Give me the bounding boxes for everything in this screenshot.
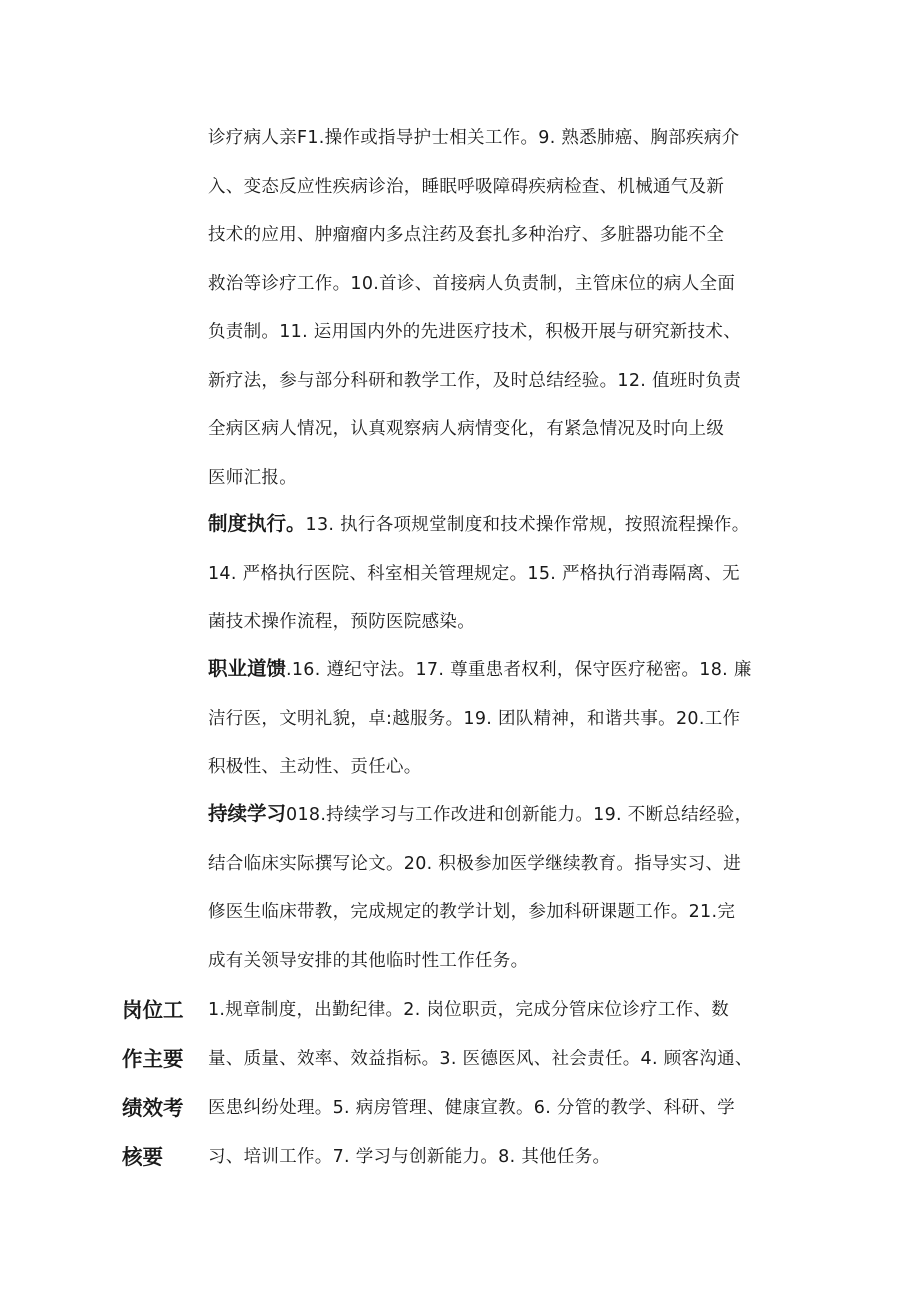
continuous-learning-text: 018.持续学习与工作改进和创新能力。19. 不断总结经验，	[286, 805, 753, 825]
duties-line: 新疗法，参与部分科研和教学工作，及时总结经验。12. 值班时负责	[208, 370, 741, 391]
duties-line: 全病区病人情况，认真观察病人病情变化，有紧急情况及时向上级	[208, 419, 725, 439]
performance-label-line: 岗位工	[122, 998, 184, 1022]
professional-ethics-heading: 职业道馈	[208, 657, 287, 680]
system-execution-text: 13. 执行各项规堂制度和技术操作常规，按照流程操作。	[305, 515, 750, 535]
performance-label-line: 核要	[122, 1145, 163, 1169]
duties-paragraph	[208, 114, 800, 502]
duties-line: 负责制。11. 运用国内外的先进医疗技术，积极开展与研究新技术、	[208, 322, 741, 342]
continuous-learning-line: 修医生临床带教，完成规定的教学计划，参加科研课题工作。21.完	[208, 902, 736, 922]
duties-line: 医师汇报。	[208, 467, 297, 488]
continuous-learning-line: 成有关领导安排的其他临时性工作任务。	[208, 950, 529, 971]
professional-ethics-first-line	[208, 645, 800, 695]
system-execution-line: 14. 严格执行医院、科室相关管理规定。15. 严格执行消毒隔离、无	[208, 563, 740, 584]
system-execution-first-line	[208, 500, 800, 550]
performance-row-body	[208, 986, 800, 1182]
performance-body-line: 量、质量、效率、效益指标。3. 医德医风、社会责任。4. 顾客沟通、	[208, 1049, 753, 1069]
professional-ethics-paragraph	[208, 645, 800, 792]
continuous-learning-first-line	[208, 790, 800, 840]
professional-ethics-line: 洁行医，文明礼貌，卓:越服务。19. 团队精神，和谐共事。20.工作	[208, 708, 741, 729]
performance-body-line: 医患纠纷处理。5. 病房管理、健康宣教。6. 分管的教学、科研、学	[208, 1098, 735, 1118]
continuous-learning-paragraph	[208, 790, 800, 985]
duties-line: 救治等诊疗工作。10.首诊、首接病人负责制，主管床位的病人全面	[208, 273, 736, 294]
duties-line: 入、变态反应性疾病诊治，睡眠呼吸障碍疾病检查、机械通气及新	[208, 176, 725, 197]
continuous-learning-line: 结合临床实际撰写论文。20. 积极参加医学继续教育。指导实习、进	[208, 853, 741, 874]
duties-line: 技术的应用、肿瘤瘤内多点注药及套扎多种治疗、多脏器功能不全	[208, 225, 725, 245]
performance-label-line: 绩效考	[122, 1096, 184, 1120]
system-execution-paragraph	[208, 500, 800, 647]
duties-line: 诊疗病人亲F1.操作或指导护士相关工作。9. 熟悉肺癌、胸部疾病介	[208, 128, 740, 148]
performance-label-line: 作主要	[122, 1047, 184, 1071]
performance-body-line: 1.规章制度，出勤纪律。2. 岗位职贡，完成分管床位诊疗工作、数	[208, 1000, 730, 1020]
performance-body-line: 习、培训工作。7. 学习与创新能力。8. 其他任务。	[208, 1147, 611, 1167]
performance-row-label	[122, 986, 202, 1182]
professional-ethics-line: 积极性、主动性、贡任心。	[208, 757, 422, 777]
continuous-learning-heading: 持续学习	[208, 802, 287, 825]
professional-ethics-text: .16. 遵纪守法。17. 尊重患者权利，保守医疗秘密。18. 廉	[286, 660, 752, 680]
system-execution-heading: 制度执行。	[208, 512, 306, 535]
system-execution-line: 菌技术操作流程，预防医院感染。	[208, 612, 475, 632]
